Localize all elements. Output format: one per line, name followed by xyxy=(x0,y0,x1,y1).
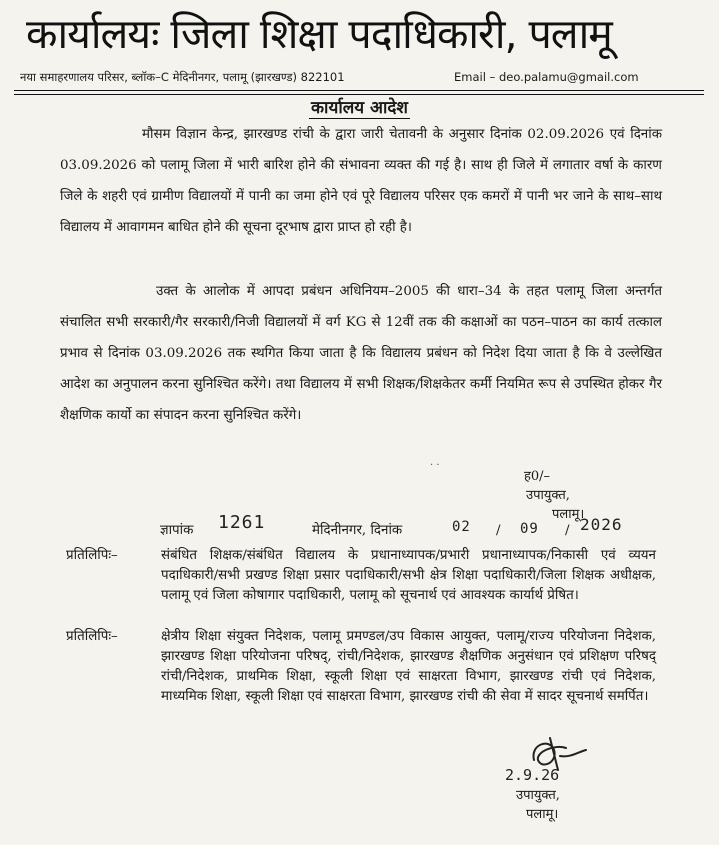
office-email: Email – deo.palamu@gmail.com xyxy=(454,70,639,84)
signatory-district: पलामू। xyxy=(526,807,559,822)
memo-label: ज्ञापांक xyxy=(160,523,194,538)
handwritten-date: 2.9.26 xyxy=(505,766,560,784)
memo-number: 1261 xyxy=(218,512,266,533)
copy-text: क्षेत्रीय शिक्षा संयुक्त निदेशक, पलामू प्रमण्डल/उप विकास आयुक्त, पलामू/राज्य परियोजना निदेशक, झारखण्ड शिक्षा परियोजना परिषद्, रांची/निदेशक, झारखण्ड शैक्षणिक अनुसंधान एवं प्रशिक्षण परिषद् रांची/निदेशक, प्राथमिक शिक्षा, स्कूली शिक्षा एवं साक्षरता विभाग, झारखण्ड रांची एवं निदेशक, माध्यमिक शिक्षा, स्कूली शिक्षा एवं साक्षरता विभाग, झारखण्ड रांची की सेवा में सादर सूचनार्थ समर्पित। xyxy=(161,629,656,704)
header-divider xyxy=(14,90,704,91)
order-paragraph-1: मौसम विज्ञान केन्द्र, झारखण्ड रांची के द्वारा जारी चेतावनी के अनुसार दिनांक 02.09.2026 एवं दिनांक 03.09.2026 को पलामू जिला में भारी बारिश होने की संभावना व्यक्त की गई है। साथ ही जिले में लगातार वर्षा के कारण जिले के शहरी एवं ग्रामीण विद्यालयों में पानी का जमा होने एवं पूरे विद्यालय परिसर एक कमरों में पानी भर जाने के साथ–साथ विद्यालय में आवागमन बाधित होने की सूचना दूरभाष द्वारा प्राप्त हो रही है। xyxy=(60,127,662,235)
copy-label: प्रतिलिपिः– xyxy=(66,548,118,563)
date-separator: / xyxy=(565,523,570,538)
signature-block-2 xyxy=(516,786,636,824)
address-line xyxy=(20,69,700,85)
office-address: नया समाहरणालय परिसर, ब्लॉक–C मेदिनीनगर, पलामू (झारखण्ड) 822101 xyxy=(20,70,345,84)
signed-mark: ह0/– xyxy=(524,469,551,484)
copy-label: प्रतिलिपिः– xyxy=(66,629,118,644)
office-title: कार्यालयः जिला शिक्षा पदाधिकारी, पलामू xyxy=(26,10,612,58)
place-date-label: मेदिनीनगर, दिनांक xyxy=(312,523,403,538)
order-heading: कार्यालय आदेश xyxy=(311,98,408,118)
copy-text: संबंधित शिक्षक/संबंधित विद्यालय के प्रधानाध्यापक/प्रभारी प्रधानाध्यापक/निकासी एवं व्ययन पदाधिकारी/सभी प्रखण्ड शिक्षा प्रसार पदाधिकारी/सभी क्षेत्र शिक्षा पदाधिकारी/जिला शिक्षक अधीक्षक, पलामू एवं जिला कोषागार पदाधिकारी, पलामू को सूचनार्थ एवं आवश्यक कार्यार्थ प्रेषित। xyxy=(161,548,656,603)
date-year: 2026 xyxy=(580,515,623,534)
ink-marks: · · xyxy=(430,460,440,471)
signatory-designation: उपायुक्त, xyxy=(526,488,570,503)
order-paragraph-2: उक्त के आलोक में आपदा प्रबंधन अधिनियम–2005 की धारा–34 के तहत पलामू जिला अन्तर्गत संचालित सभी सरकारी/गैर सरकारी/निजी विद्यालयों में वर्ग KG से 12वीं तक की कक्षाओं का पठन–पाठन का कार्य तत्काल प्रभाव से दिनांक 03.09.2026 तक स्थगित किया जाता है कि विद्यालय प्रबंधन को निदेश दिया जाता है कि वे उल्लेखित आदेश का अनुपालन करना सुनिश्चित करेंगे। तथा विद्यालय में सभी शिक्षक/शिक्षकेतर कर्मी नियमित रूप से उपस्थित होकर गैर शैक्षणिक कार्यो का संपादन करना सुनिश्चित करेंगे। xyxy=(60,284,662,423)
date-separator: / xyxy=(496,523,501,538)
signatory-district: पलामू। xyxy=(552,507,585,522)
date-month: 09 xyxy=(520,521,539,537)
header-divider-thin xyxy=(14,94,704,95)
date-day: 02 xyxy=(452,519,471,535)
signatory-designation: उपायुक्त, xyxy=(516,788,560,803)
